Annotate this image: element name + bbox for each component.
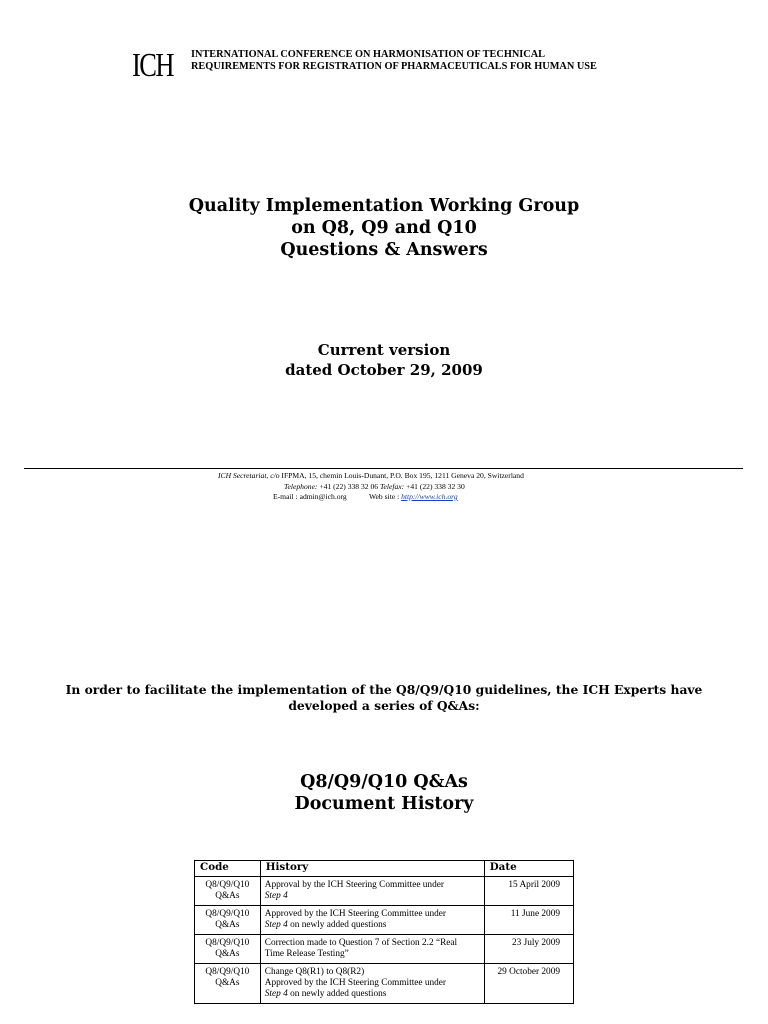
document-title-line3: Questions & Answers [280, 240, 488, 260]
table-row [195, 964, 574, 1004]
website [369, 492, 458, 503]
telefax-value: +41 (22) 338 32 30 [404, 481, 465, 491]
history-rest: on newly added questions [287, 920, 387, 930]
column-header-history: History [260, 861, 484, 877]
table-header-row [195, 861, 574, 877]
document-title-line2: on Q8, Q9 and Q10 [291, 218, 477, 238]
date-cell: 11 June 2009 [484, 906, 573, 935]
document-title [0, 195, 768, 261]
code-line2: Q&As [215, 891, 240, 901]
code-line1: Q8/Q9/Q10 [205, 938, 250, 948]
history-step: Step 4 [264, 891, 288, 901]
document-history-table [194, 860, 574, 1004]
secretariat-address [218, 471, 524, 482]
date-cell: 29 October 2009 [484, 964, 573, 1004]
history-line1: Change Q8(R1) to Q8(R2) [264, 967, 365, 977]
history-heading-line2: Document History [294, 794, 474, 814]
history-line2: Approved by the ICH Steering Committee under [264, 978, 447, 988]
code-line1: Q8/Q9/Q10 [205, 880, 250, 890]
organization-name-line1: INTERNATIONAL CONFERENCE ON HARMONISATION OF TECHNICAL [191, 49, 546, 60]
table-row [195, 877, 574, 906]
ich-logo: ICH [132, 47, 173, 84]
contact-phones [284, 482, 465, 493]
history-line2: Time Release Testing” [264, 949, 349, 959]
code-line1: Q8/Q9/Q10 [205, 967, 250, 977]
history-line1: Approved by the ICH Steering Committee under [264, 909, 447, 919]
date-cell: 23 July 2009 [484, 935, 573, 964]
code-line2: Q&As [215, 949, 240, 959]
code-cell [195, 964, 261, 1004]
document-title-line1: Quality Implementation Working Group [188, 196, 580, 216]
footer-divider [24, 468, 743, 469]
history-heading [0, 771, 768, 815]
telephone-value: +41 (22) 338 32 06 [317, 481, 380, 491]
code-cell [195, 935, 261, 964]
organization-name [191, 49, 597, 73]
secretariat-label: ICH Secretariat, c/o [218, 471, 280, 480]
code-cell [195, 877, 261, 906]
history-line1: Correction made to Question 7 of Section 2.2 “Real [264, 938, 458, 948]
history-step: Step 4 [264, 920, 288, 930]
secretariat-address-text: IFPMA, 15, chemin Louis-Dunant, P.O. Box 195, 1211 Geneva 20, Switzerland [279, 471, 524, 480]
intro-paragraph [40, 682, 728, 714]
intro-line1: In order to facilitate the implementation of the Q8/Q9/Q10 guidelines, the ICH Experts have [65, 682, 703, 697]
code-line2: Q&As [215, 920, 240, 930]
version-label: Current version [317, 341, 451, 359]
code-cell [195, 906, 261, 935]
version-info [0, 340, 768, 380]
telephone-label: Telephone: [284, 481, 318, 491]
table-row [195, 935, 574, 964]
website-label: Web site : [369, 492, 402, 501]
history-heading-line1: Q8/Q9/Q10 Q&As [300, 772, 468, 792]
table-row [195, 906, 574, 935]
history-rest: on newly added questions [287, 989, 387, 999]
date-cell: 15 April 2009 [484, 877, 573, 906]
telefax-label: Telefax: [379, 481, 405, 491]
code-line1: Q8/Q9/Q10 [205, 909, 250, 919]
website-link[interactable]: http://www.ich.org [401, 492, 458, 501]
history-step: Step 4 [264, 989, 288, 999]
history-cell [260, 906, 484, 935]
history-cell [260, 877, 484, 906]
code-line2: Q&As [215, 978, 240, 988]
email-address: E-mail : admin@ich.org [273, 492, 347, 501]
history-line1: Approval by the ICH Steering Committee under [264, 880, 444, 890]
organization-name-line2: REQUIREMENTS FOR REGISTRATION OF PHARMACEUTICALS FOR HUMAN USE [191, 61, 597, 72]
version-date: dated October 29, 2009 [285, 361, 483, 379]
history-cell [260, 935, 484, 964]
column-header-date: Date [484, 861, 573, 877]
document-header [132, 48, 692, 84]
history-cell [260, 964, 484, 1004]
intro-line2: developed a series of Q&As: [288, 698, 480, 713]
column-header-code: Code [195, 861, 261, 877]
